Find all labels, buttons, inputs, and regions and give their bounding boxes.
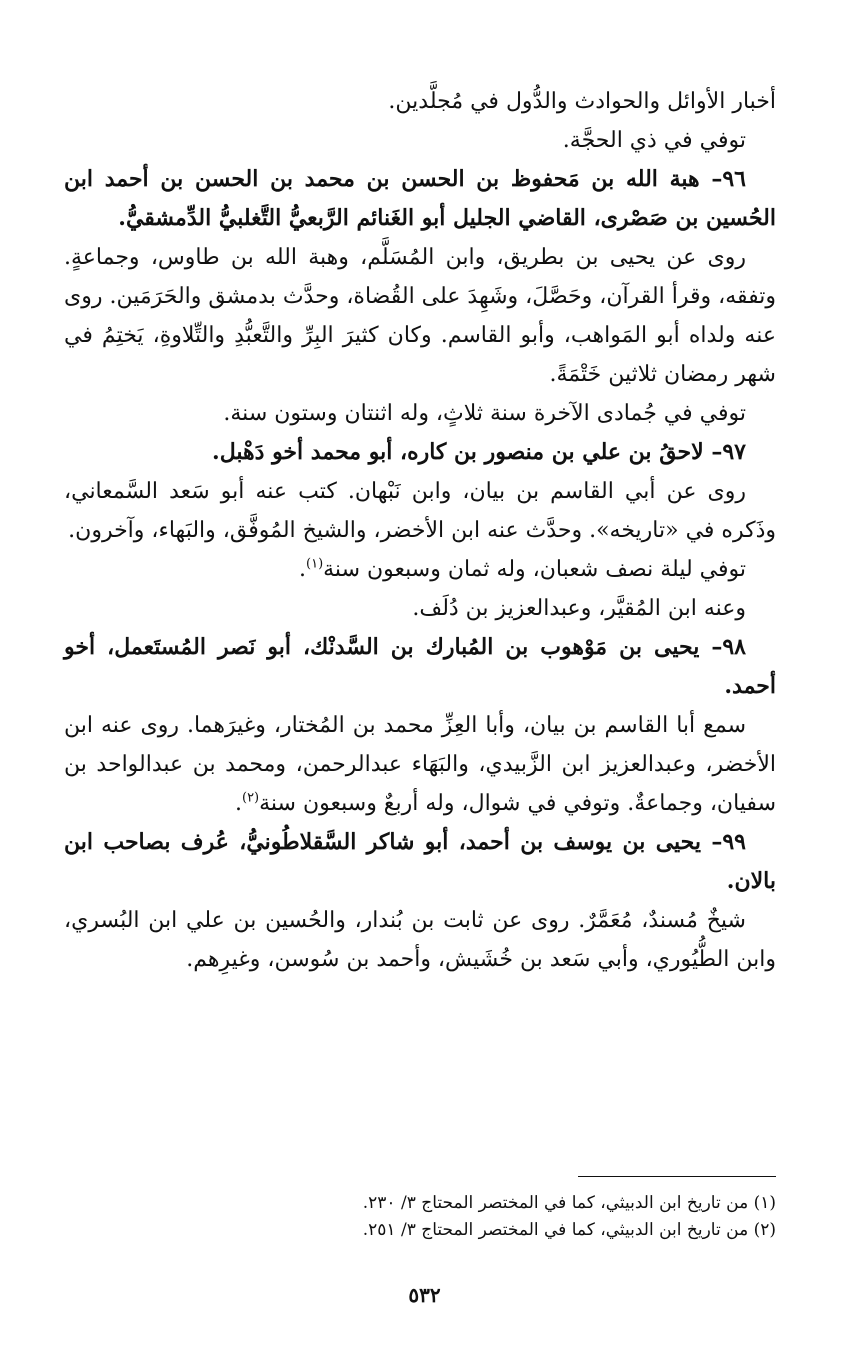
entry-99-heading: ٩٩– يحيى بن يوسف بن أحمد، أبو شاكر السَّقلاطُونيُّ، عُرف بصاحب ابن بالان. <box>64 829 776 894</box>
footnote-divider <box>578 1176 776 1177</box>
footnote-marker-1: (١) <box>306 556 324 572</box>
death-note: توفي في ذي الحجَّة. <box>562 128 746 153</box>
entry-98-text-block <box>64 706 776 823</box>
footnote-marker-2: (٢) <box>241 790 260 806</box>
entry-96-heading: ٩٦– هبة الله بن مَحفوظ بن الحسن بن محمد بن الحسن بن أحمد ابن الحُسين بن صَصْرى، القاضي الجليل أبو الغَنائم الرَّبعيُّ التَّغلبيُّ الدِّمشقيُّ. <box>64 166 776 231</box>
footnotes <box>64 1190 776 1244</box>
footnote-1: (١) من تاريخ ابن الدبيثي، كما في المختصر المحتاج ٣/ ٢٣٠. <box>362 1193 776 1213</box>
entry-98-text: سمع أبا القاسم بن بيان، وأبا العِزِّ محمد بن المُختار، وغيرَهما. روى عنه ابن الأخضر، وعبدالعزيز ابن الزَّبيدي، والبَهَاء عبدالرحمن، ومحمد بن عبدالواحد بن سفيان، وجماعةٌ. وتوفي في شوال، وله أربعٌ وسبعون سنة <box>64 713 776 816</box>
entry-97-death-text: توفي ليلة نصف شعبان، وله ثمان وسبعون سنة <box>323 557 746 582</box>
entry-97-text: روى عن أبي القاسم بن بيان، وابن نَبْهان. كتب عنه أبو سَعد السَّمعاني، وذَكره في «تاريخه». وحدَّث عنه ابن الأخضر، والشيخ المُوفَّق، والبَهاء، وآخرون. <box>64 479 776 543</box>
main-text <box>64 82 776 979</box>
entry-96-death: توفي في جُمادى الآخرة سنة ثلاثٍ، وله اثنتان وستون سنة. <box>223 401 746 426</box>
entry-97-heading: ٩٧– لاحقُ بن علي بن منصور بن كاره، أبو محمد أخو دَهْبل. <box>212 439 746 465</box>
entry-99-text: شيخٌ مُسندٌ، مُعَمَّرٌ. روى عن ثابت بن بُندار، والحُسين بن علي ابن البُسري، وابن الطُّيُوري، وأبي سَعد بن خُشَيش، وأحمد بن سُوسن، وغيرِهم. <box>64 908 776 972</box>
entry-97-death-end: . <box>299 557 306 582</box>
page-number: ٥٣٢ <box>408 1283 441 1307</box>
entry-96-text: روى عن يحيى بن بطريق، وابن المُسَلَّم، وهبة الله بن طاوس، وجماعةٍ. وتفقه، وقرأ القرآن، وحَصَّلَ، وشَهِدَ على القُضاة، وحدَّث بدمشق والحَرَمَين. روى عنه ولداه أبو المَواهب، وأبو القاسم. وكان كثيرَ البِرِّ والتَّعبُّدِ والتِّلاوةِ، يَختِمُ في شهر رمضان ثلاثين خَتْمَةً. <box>64 245 776 387</box>
entry-98-end: . <box>234 791 242 816</box>
footnote-2: (٢) من تاريخ ابن الدبيثي، كما في المختصر المحتاج ٣/ ٢٥١. <box>362 1220 776 1240</box>
entry-97-also: وعنه ابن المُقيَّر، وعبدالعزيز بن دُلَف. <box>412 596 746 621</box>
paragraph-continuation: أخبار الأوائل والحوادث والدُّول في مُجلَّدين. <box>388 89 776 114</box>
entry-97-death <box>64 550 776 589</box>
entry-98-heading: ٩٨– يحيى بن مَوْهوب بن المُبارك بن السَّدنْك، أبو نَصر المُستَعمل، أخو أحمد. <box>64 634 776 699</box>
